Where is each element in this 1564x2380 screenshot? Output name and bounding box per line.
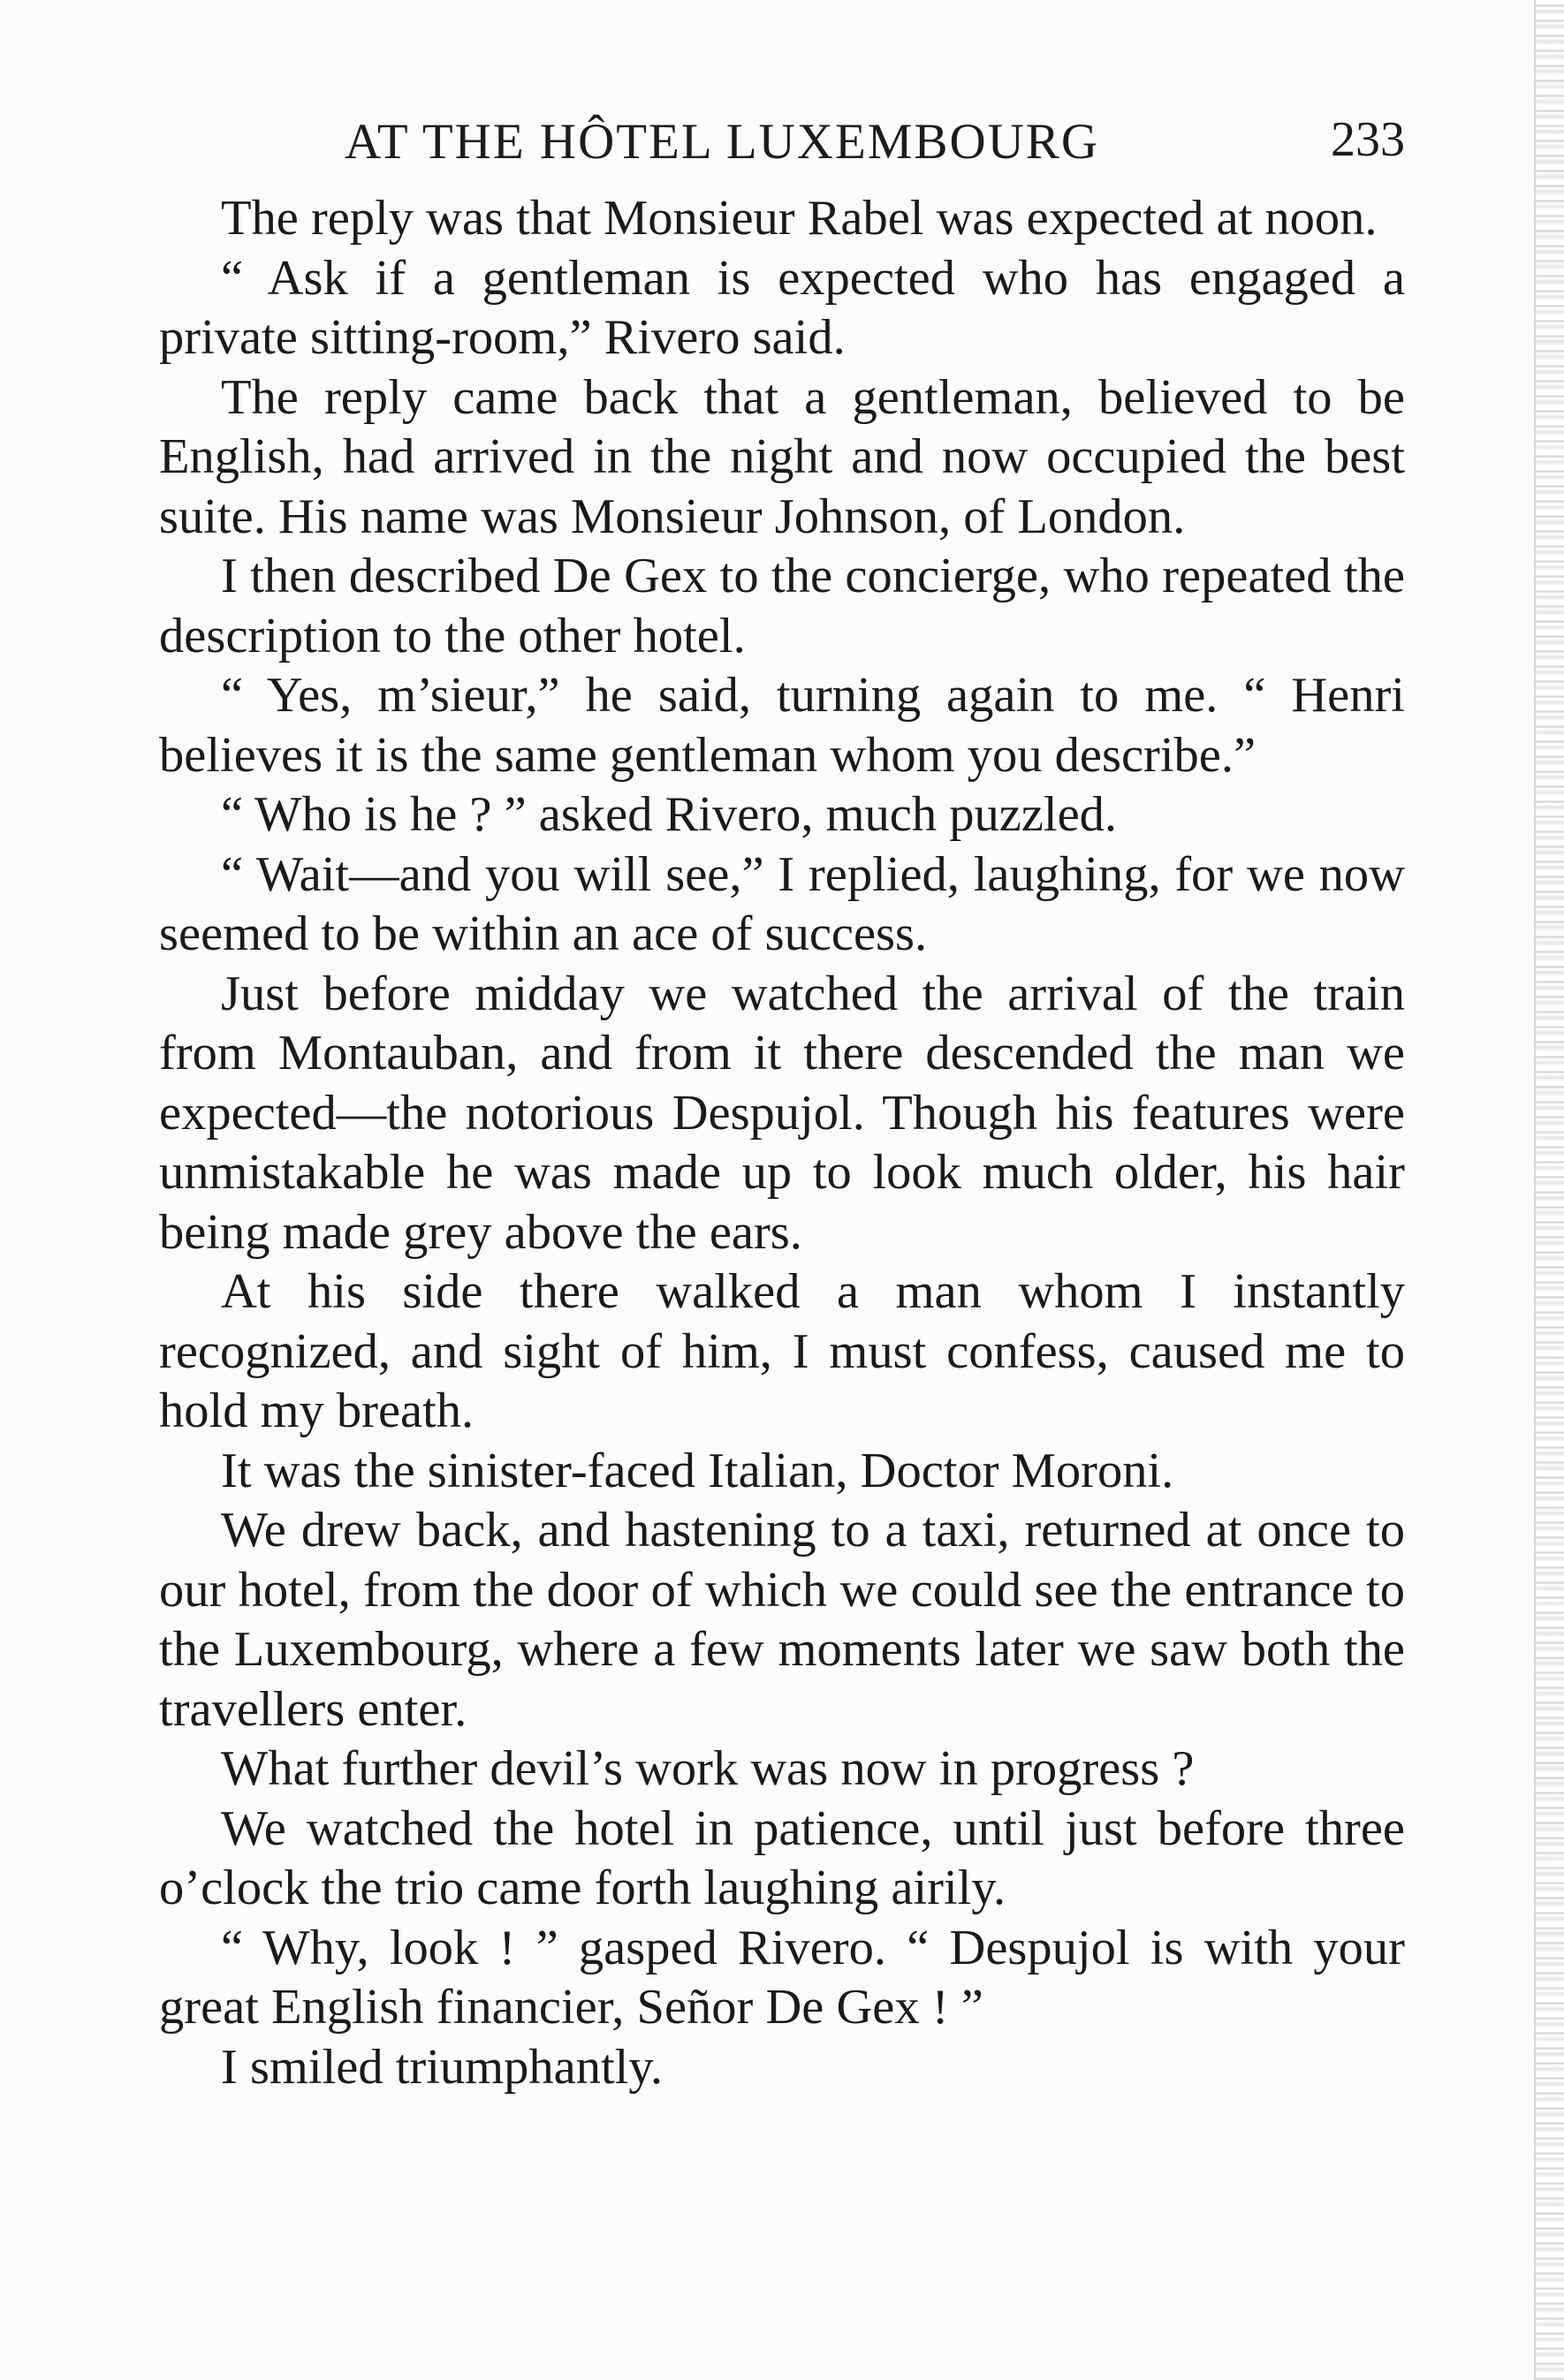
paragraph: We drew back, and hastening to a taxi, returned at once to our hotel, from the door of which we could see the entrance to the Luxembourg, where a few moments later we saw both the travellers enter. [159, 1503, 1405, 1737]
body-text [159, 189, 1405, 2097]
page-edge-binding [1534, 0, 1564, 2380]
paragraph: “ Why, look ! ” gasped Rivero. “ Despujol is with your great English financier, Señor De Gex ! ” [159, 1920, 1405, 2035]
paragraph: What further devil’s work was now in progress ? [221, 1741, 1195, 1796]
running-title: AT THE HÔTEL LUXEMBOURG [345, 114, 1099, 170]
paragraph: “ Yes, m’sieur,” he said, turning again to me. “ Henri believes it is the same gentleman whom you describe.” [159, 668, 1405, 783]
book-page [159, 104, 1405, 2097]
paragraph: I then described De Gex to the concierge, who repeated the description to the other hotel. [159, 549, 1405, 663]
paragraph: The reply came back that a gentleman, believed to be English, had arrived in the night and now occupied the best suite. His name was Monsieur Johnson, of London. [159, 369, 1405, 544]
paragraph: “ Wait—and you will see,” I replied, laughing, for we now seemed to be within an ace of success. [159, 846, 1405, 961]
paragraph: At his side there walked a man whom I instantly recognized, and sight of him, I must confess, caused me to hold my breath. [159, 1264, 1405, 1438]
paragraph: “ Ask if a gentleman is expected who has engaged a private sitting-room,” Rivero said. [159, 250, 1405, 365]
paragraph: Just before midday we watched the arrival of the train from Montauban, and from it there descended the man we expected—the notorious Despujol. Though his features were unmistakable he was made up to look much older, his hair being made grey above the ears. [159, 966, 1405, 1260]
page-number: 233 [1331, 112, 1405, 167]
paragraph: “ Who is he ? ” asked Rivero, much puzzled. [221, 787, 1118, 842]
paragraph: The reply was that Monsieur Rabel was expected at noon. [221, 191, 1378, 246]
paragraph: I smiled triumphantly. [221, 2039, 664, 2095]
paragraph: It was the sinister-faced Italian, Doctor Moroni. [221, 1443, 1174, 1498]
running-head [159, 104, 1405, 189]
paragraph: We watched the hotel in patience, until just before three o’clock the trio came forth laughing airily. [159, 1800, 1405, 1915]
